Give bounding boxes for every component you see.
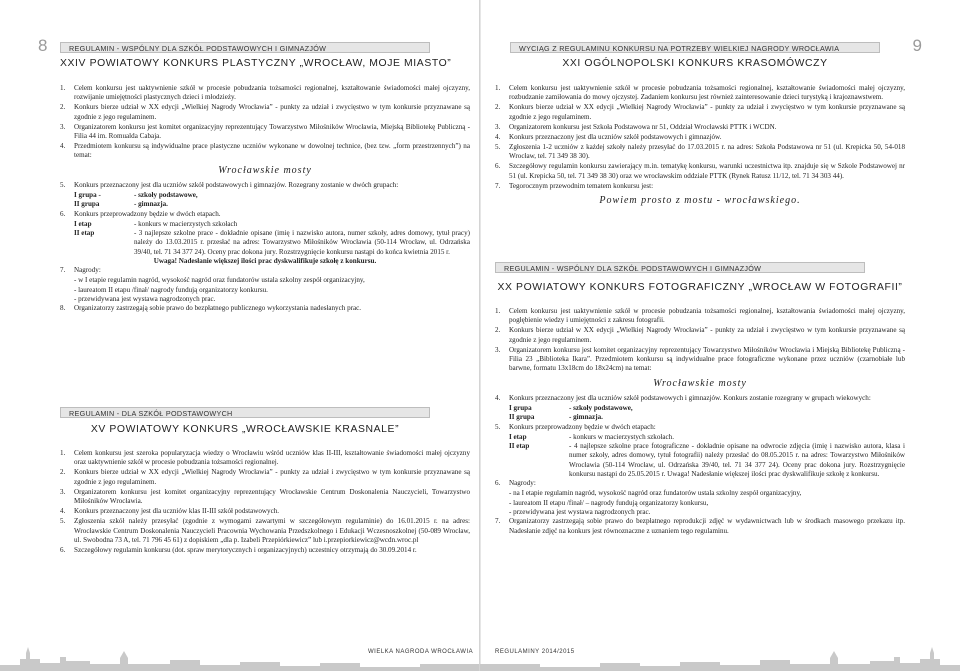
list-item xyxy=(495,182,905,191)
list-item xyxy=(60,304,470,313)
section-title: XXIV POWIATOWY KONKURS PLASTYCZNY „WROCŁAW, MOJE MIASTO” xyxy=(60,58,452,69)
motto-text: Powiem prosto z mostu - wrocławskiego. xyxy=(599,195,801,207)
list-item xyxy=(60,507,470,516)
item-text: Nagrody: xyxy=(509,479,536,488)
item-text: Organizatorem konkursu jest Szkoła Podstawowa nr 51, Oddział Wrocławski PTTK i WCDN. xyxy=(509,122,777,131)
list-item xyxy=(495,84,905,103)
item-number: 5. xyxy=(60,517,66,526)
list-item xyxy=(60,210,470,219)
item-text: Konkurs bierze udział w XX edycji „Wielkiej Nagrody Wrocławia” - punkty za udział i zwycięstwo w tym konkursie przyznawane są zgodnie z jego regulaminem. xyxy=(509,326,905,344)
item-text: Konkurs bierze udział w XX edycji „Wielkiej Nagrody Wrocławia” - punkty za udział i zwycięstwo w tym konkursie przyznawane są zgodnie z jego regulaminem. xyxy=(74,468,470,486)
section-body xyxy=(60,84,470,314)
item-text: Konkurs przeprowadzony będzie w dwóch etapach: xyxy=(509,422,656,431)
item-number: 5. xyxy=(60,181,66,190)
section-body xyxy=(495,307,905,537)
group-label: I grupa xyxy=(509,404,532,413)
stage-label: I etap xyxy=(509,432,527,441)
list-item xyxy=(60,517,470,545)
stage-value: - konkurs w macierzystych szkołach. xyxy=(569,432,674,441)
item-text: Szczegółowy regulamin konkursu (dot. spraw merytorycznych i organizacyjnych) uczestnicy otrzymają do 30.09.2014 r. xyxy=(74,545,417,554)
list-item xyxy=(495,346,905,374)
item-number: 7. xyxy=(60,266,66,275)
item-number: 3. xyxy=(60,122,66,131)
stage-label: II etap xyxy=(509,442,530,451)
page-number: 8 xyxy=(38,36,48,55)
list-item xyxy=(495,123,905,132)
item-number: 3. xyxy=(495,122,501,131)
warning-note: Uwaga! Nadesłanie większej ilości prac dyskwalifikuje szkołę z konkursu. xyxy=(153,257,377,266)
list-item xyxy=(495,326,905,345)
item-text: Celem konkursu jest szeroka popularyzacja wiedzy o Wrocławiu wśród uczniów klas II-III, kształtowanie świadomości małej ojczyzny oraz uaktywnienie szkół w procesie pobudzania tożsamości regionalnej. xyxy=(74,449,470,467)
group-label: I grupa - xyxy=(74,191,101,200)
list-item xyxy=(495,103,905,122)
prize-line: - w I etapie regulamin nagród, wysokość nagród oraz fundatorów ustala szkolny zespół organizacyjny, xyxy=(74,276,365,285)
group-value: - szkoły podstawowe, xyxy=(134,191,198,200)
item-number: 3. xyxy=(60,487,66,496)
motto-text: Wrocławskie mosty xyxy=(653,377,747,389)
item-number: 1. xyxy=(60,449,66,457)
list-item xyxy=(60,142,470,161)
list-item xyxy=(495,162,905,181)
section-title: XX POWIATOWY KONKURS FOTOGRAFICZNY „WROCŁAW W FOTOGRAFII” xyxy=(497,282,903,293)
group-row xyxy=(495,413,905,422)
stage-label: I etap xyxy=(74,219,92,228)
item-text: Konkurs przeznaczony jest dla uczniów szkół podstawowych i gimnazjów. Rozegrany zostanie w dwóch grupach: xyxy=(74,181,399,190)
item-number: 2. xyxy=(60,103,66,112)
list-item xyxy=(60,181,470,190)
item-text: Szczegółowy regulamin konkursu zawierający m.in. tematykę konkursu, warunki uczestnictwa itp. znajduje się w Szkole Podstawowej nr 51 (ul. Krepicka 50, tel. 71 349 38 30) oraz we wrocławskim oddziale PTTK (Rynek Ratusz 11/12, tel. 71 34 303 44). xyxy=(509,162,905,180)
list-item xyxy=(60,488,470,507)
stage-row xyxy=(60,220,470,229)
item-number: 6. xyxy=(495,162,501,171)
item-text: Celem konkursu jest uaktywnienie szkół w procesie pobudzania tożsamości regionalnej, kształtowanie świadomości małej ojczyzny, rozwijanie umiejętności plastycznych dzieci i młodzieży. xyxy=(74,84,470,102)
item-number: 1. xyxy=(60,84,66,92)
stage-row xyxy=(495,433,905,442)
list-item xyxy=(60,266,470,275)
item-text: Celem konkursu jest uaktywnienie szkół w procesie pobudzania tożsamości regionalnej, kształtowania świadomości małej ojczyzny, pogłębienie wiedzy i umiejętności z zakresu fotografii. xyxy=(509,307,905,325)
item-number: 6. xyxy=(60,209,66,218)
item-text: Konkurs przeznaczony jest dla uczniów szkół podstawowych i gimnazjów. xyxy=(509,132,722,141)
item-text: Organizatorzy zastrzegają sobie prawo do bezpłatnego publicznego wykorzystania nadesłanych prac. xyxy=(74,304,362,313)
list-item xyxy=(495,517,905,536)
list-item xyxy=(495,423,905,432)
prize-line: - przewidywana jest wystawa nagrodzonych prac. xyxy=(509,507,651,516)
footer-text: REGULAMINY 2014/2015 xyxy=(495,649,575,655)
section-header-bar: REGULAMIN - DLA SZKÓŁ PODSTAWOWYCH xyxy=(60,407,430,418)
section-header-bar: WYCIĄG Z REGULAMINU KONKURSU NA POTRZEBY WIELKIEJ NAGRODY WROCŁAWIA xyxy=(510,42,880,53)
list-item xyxy=(495,307,905,326)
section-body xyxy=(495,84,905,211)
item-number: 2. xyxy=(495,326,501,335)
section-body xyxy=(60,449,470,556)
group-row xyxy=(60,200,470,209)
footer-text: WIELKA NAGRODA WROCŁAWIA xyxy=(368,649,474,655)
item-number: 2. xyxy=(495,103,501,112)
list-item xyxy=(495,143,905,162)
group-label: II grupa xyxy=(509,413,535,422)
list-item xyxy=(60,103,470,122)
item-text: Tegorocznym przewodnim tematem konkursu jest: xyxy=(509,181,654,190)
item-text: Nagrody: xyxy=(74,266,101,275)
item-text: Celem konkursu jest uaktywnienie szkół w procesie pobudzania tożsamości regionalnej, kształtowanie świadomości małej ojczyzny, rozbudzanie zamiłowania do mowy ojczystej. Zadaniem konkursu jest również zainteresowanie dzieci turystyką i krajoznawstwem. xyxy=(509,84,905,102)
list-item xyxy=(60,84,470,103)
item-number: 4. xyxy=(495,393,501,402)
stage-value: - 4 najlepsze szkolne prace fotograficzne - dokładnie opisane na odwrocie zdjęcia (imię i nazwisko autora, klasa i numer szkoły, adres domowy, tytuł fotografii) należy przesłać do 08.05.2015 r. na adres: Towarzystwo Miłośników Wrocławia (50-114 Wrocław, ul. Odrzańska 39/40, tel. 71 34 377 24). Oceny prac dokona jury. Rozstrzygnięcie konkursu nastąpi do 25.05.2015 r. Uwaga! Nadesłanie większej ilości prac dyskwalifikuje szkołę z konkursu. xyxy=(569,442,905,478)
item-number: 4. xyxy=(495,132,501,141)
item-text: Konkurs przeprowadzony będzie w dwóch etapach. xyxy=(74,209,221,218)
item-text: Konkurs przeznaczony jest dla uczniów klas II-III szkół podstawowych. xyxy=(74,507,280,516)
item-text: Organizatorem konkursu jest komitet organizacyjny reprezentujący Towarzystwo Miłośników Wrocławia, Miejską Bibliotekę Publiczną - Filia 44 im. Romualda Cabaja. xyxy=(74,122,470,141)
section-header-bar: REGULAMIN - WSPÓLNY DLA SZKÓŁ PODSTAWOWYCH I GIMNAZJÓW xyxy=(495,262,865,273)
stage-value: - konkurs w macierzystych szkołach xyxy=(134,219,238,228)
item-number: 6. xyxy=(60,545,66,554)
list-item xyxy=(60,123,470,142)
item-text: Konkurs bierze udział w XX edycji „Wielkiej Nagrody Wrocławia” - punkty za udział i zwycięstwo w tym konkursie przyznawane są zgodnie z jego regulaminem. xyxy=(74,103,470,121)
item-text: Organizatorzy zastrzegają sobie prawo do bezpłatnego reprodukcji zdjęć w wydawnictwach lub w środkach masowego przekazu itp. Nadesłanie zdjęć na konkurs jest równoznaczne z uznaniem tego regulaminu. xyxy=(509,517,905,535)
prize-line: - laureatom II etapu /finał/ nagrody fundują organizatorzy konkursu. xyxy=(74,285,268,294)
list-item xyxy=(60,546,470,555)
item-number: 4. xyxy=(60,507,66,516)
item-text: Konkurs bierze udział w XX edycji „Wielkiej Nagrody Wrocławia” - punkty za udział i zwycięstwo w tym konkursie przyznawane są zgodnie z jego regulaminem. xyxy=(509,103,905,121)
list-item xyxy=(495,133,905,142)
item-number: 5. xyxy=(495,422,501,431)
item-text: Konkurs przeznaczony jest dla uczniów szkół podstawowych i gimnazjów. Konkurs zostanie rozegrany w grupach wiekowych: xyxy=(509,393,871,402)
item-number: 3. xyxy=(495,345,501,354)
list-item xyxy=(60,468,470,487)
list-item xyxy=(495,394,905,403)
item-number: 2. xyxy=(60,468,66,477)
list-item xyxy=(60,449,470,468)
group-label: II grupa xyxy=(74,200,100,209)
item-text: Przedmiotem konkursu są indywidualne prace plastyczne uczniów wykonane w dowolnej technice, (bez tzw. „form przestrzennych”) na temat: xyxy=(74,142,470,160)
group-row xyxy=(60,191,470,200)
stage-row xyxy=(60,229,470,257)
item-number: 7. xyxy=(495,181,501,190)
item-number: 1. xyxy=(495,84,501,92)
item-number: 7. xyxy=(495,517,501,526)
group-value: - gimnazja. xyxy=(134,200,168,209)
prize-line: - laureatom II etapu /finał/ – nagrody fundują organizatorzy konkursu, xyxy=(509,498,709,507)
list-item xyxy=(495,479,905,488)
item-number: 4. xyxy=(60,142,66,151)
item-number: 6. xyxy=(495,479,501,488)
right-page xyxy=(480,0,960,671)
item-text: Organizatorem konkursu jest komitet organizacyjny reprezentujący Wrocławskie Centrum Doskonalenia Nauczycieli, Towarzystwo Miłośników Wrocławia. xyxy=(74,487,470,506)
item-number: 1. xyxy=(495,307,501,315)
group-value: - gimnazja. xyxy=(569,413,603,422)
group-value: - szkoły podstawowe, xyxy=(569,404,633,413)
section-header-bar: REGULAMIN - WSPÓLNY DLA SZKÓŁ PODSTAWOWYCH I GIMNAZJÓW xyxy=(60,42,430,53)
page-number: 9 xyxy=(912,36,922,55)
motto-text: Wrocławskie mosty xyxy=(218,164,312,176)
stage-label: II etap xyxy=(74,229,95,238)
item-text: Organizatorem konkursu jest komitet organizacyjny reprezentujący Towarzystwo Miłośników Wrocławia i Miejską Bibliotekę Publiczną - Filia 23 „Biblioteka Ikara”. Przedmiotem konkursu są indywidualne prace fotograficzne wykonane przez uczniów (czarnobiałe lub barwne, formatu 13x18cm do 18x24cm) na temat: xyxy=(509,345,905,373)
prize-line: - przewidywana jest wystawa nagrodzonych prac. xyxy=(74,295,216,304)
section-title: XXI OGÓLNOPOLSKI KONKURS KRASOMÓWCZY xyxy=(562,58,828,69)
prize-line: - na I etapie regulamin nagród, wysokość nagród oraz fundatorów ustala szkolny zespół organizacyjny, xyxy=(509,489,802,498)
item-text: Zgłoszenia szkół należy przesyłać (zgodnie z wymogami zawartymi w szczegółowym regulaminie) do 16.01.2015 r. na adres: Wrocławskie Centrum Doskonalenia Nauczycieli Pracownia Wychowania Przedszkolnego i Edukacji Wczesnoszkolnej (50-089 Wrocław, ul. Swobodna 73 A, tel. 71 796 45 61) z dopiskiem „dla p. Izabeli Przepiórkiewicz” lub i.przepiorkiewicz@wcdn.wroc.pl xyxy=(74,517,470,544)
item-text: Zgłoszenia 1-2 uczniów z każdej szkoły należy przesyłać do 17.03.2015 r. na adres: Szkoła Podstawowa nr 51 (ul. Krepicka 50, 54-018 Wrocław, tel. 71 349 38 30). xyxy=(509,142,905,161)
stage-value: - 3 najlepsze szkolne prace - dokładnie opisane (imię i nazwisko autora, numer szkoły, adres domowy, tytuł pracy) należy do 13.03.2015 r. przesłać na adres: Towarzystwo Miłośników Wrocławia (50-114 Wrocław, ul. Odrzańska 39/40, tel. 71 34 377 24). Oceny prac dokona jury. Rozstrzygnięcie konkursu nastąpi do końca kwietnia 2015 r. xyxy=(134,229,470,256)
item-number: 5. xyxy=(495,142,501,151)
item-number: 8. xyxy=(60,304,66,313)
stage-row xyxy=(495,442,905,479)
section-title: XV POWIATOWY KONKURS „WROCŁAWSKIE KRASNALE” xyxy=(90,424,400,435)
group-row xyxy=(495,404,905,413)
